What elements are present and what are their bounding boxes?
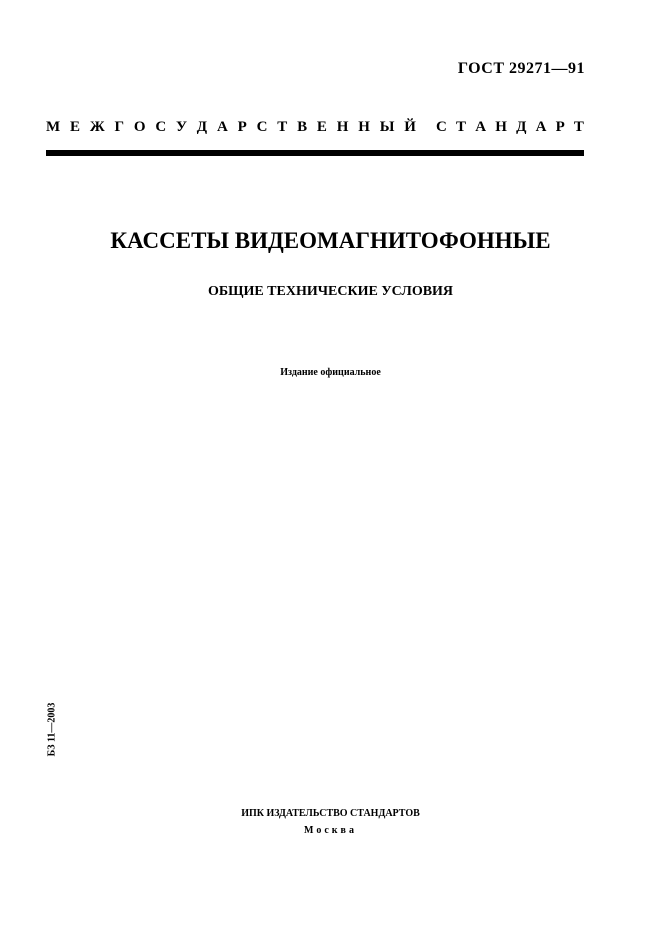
standard-type-word-2: [436, 119, 584, 136]
heading-letter: В: [297, 119, 308, 135]
heading-letter: Е: [316, 119, 327, 135]
heading-letter: Й: [404, 119, 416, 135]
standard-type-word-1: [46, 119, 416, 136]
heading-letter: М: [46, 119, 61, 135]
heading-letter: У: [175, 119, 187, 135]
standard-type-heading: [46, 119, 584, 136]
side-code: [44, 698, 60, 760]
heading-letter: О: [133, 119, 146, 135]
heading-letter: Т: [277, 119, 288, 135]
heading-letter: С: [155, 119, 167, 135]
heading-letter: Ж: [89, 119, 105, 135]
heading-letter: Д: [516, 119, 527, 135]
heading-letter: Р: [237, 119, 247, 135]
heading-letter: Т: [573, 119, 584, 135]
publisher-city: Москва: [304, 825, 357, 836]
heading-letter: Р: [555, 119, 565, 135]
edition-label: Издание официальное: [280, 367, 381, 378]
heading-letter: С: [436, 119, 447, 135]
header-rule: [46, 150, 584, 156]
heading-letter: Н: [358, 119, 370, 135]
heading-letter: С: [256, 119, 268, 135]
heading-letter: Н: [336, 119, 349, 135]
heading-letter: Т: [456, 119, 467, 135]
heading-letter: А: [535, 119, 547, 135]
heading-letter: Ы: [379, 119, 395, 135]
heading-letter: Г: [114, 119, 125, 135]
document-subtitle: ОБЩИЕ ТЕХНИЧЕСКИЕ УСЛОВИЯ: [207, 284, 454, 299]
side-code-text: БЗ 11—2003: [46, 702, 58, 756]
document-title: КАССЕТЫ ВИДЕОМАГНИТОФОННЫЕ: [110, 228, 551, 253]
heading-letter: А: [475, 119, 487, 135]
publisher-name: ИПК ИЗДАТЕЛЬСТВО СТАНДАРТОВ: [241, 808, 420, 819]
standard-code: ГОСТ 29271—91: [457, 60, 585, 77]
heading-letter: Д: [196, 119, 208, 135]
heading-letter: А: [216, 119, 228, 135]
heading-letter: Е: [69, 119, 80, 135]
heading-letter: Н: [495, 119, 507, 135]
